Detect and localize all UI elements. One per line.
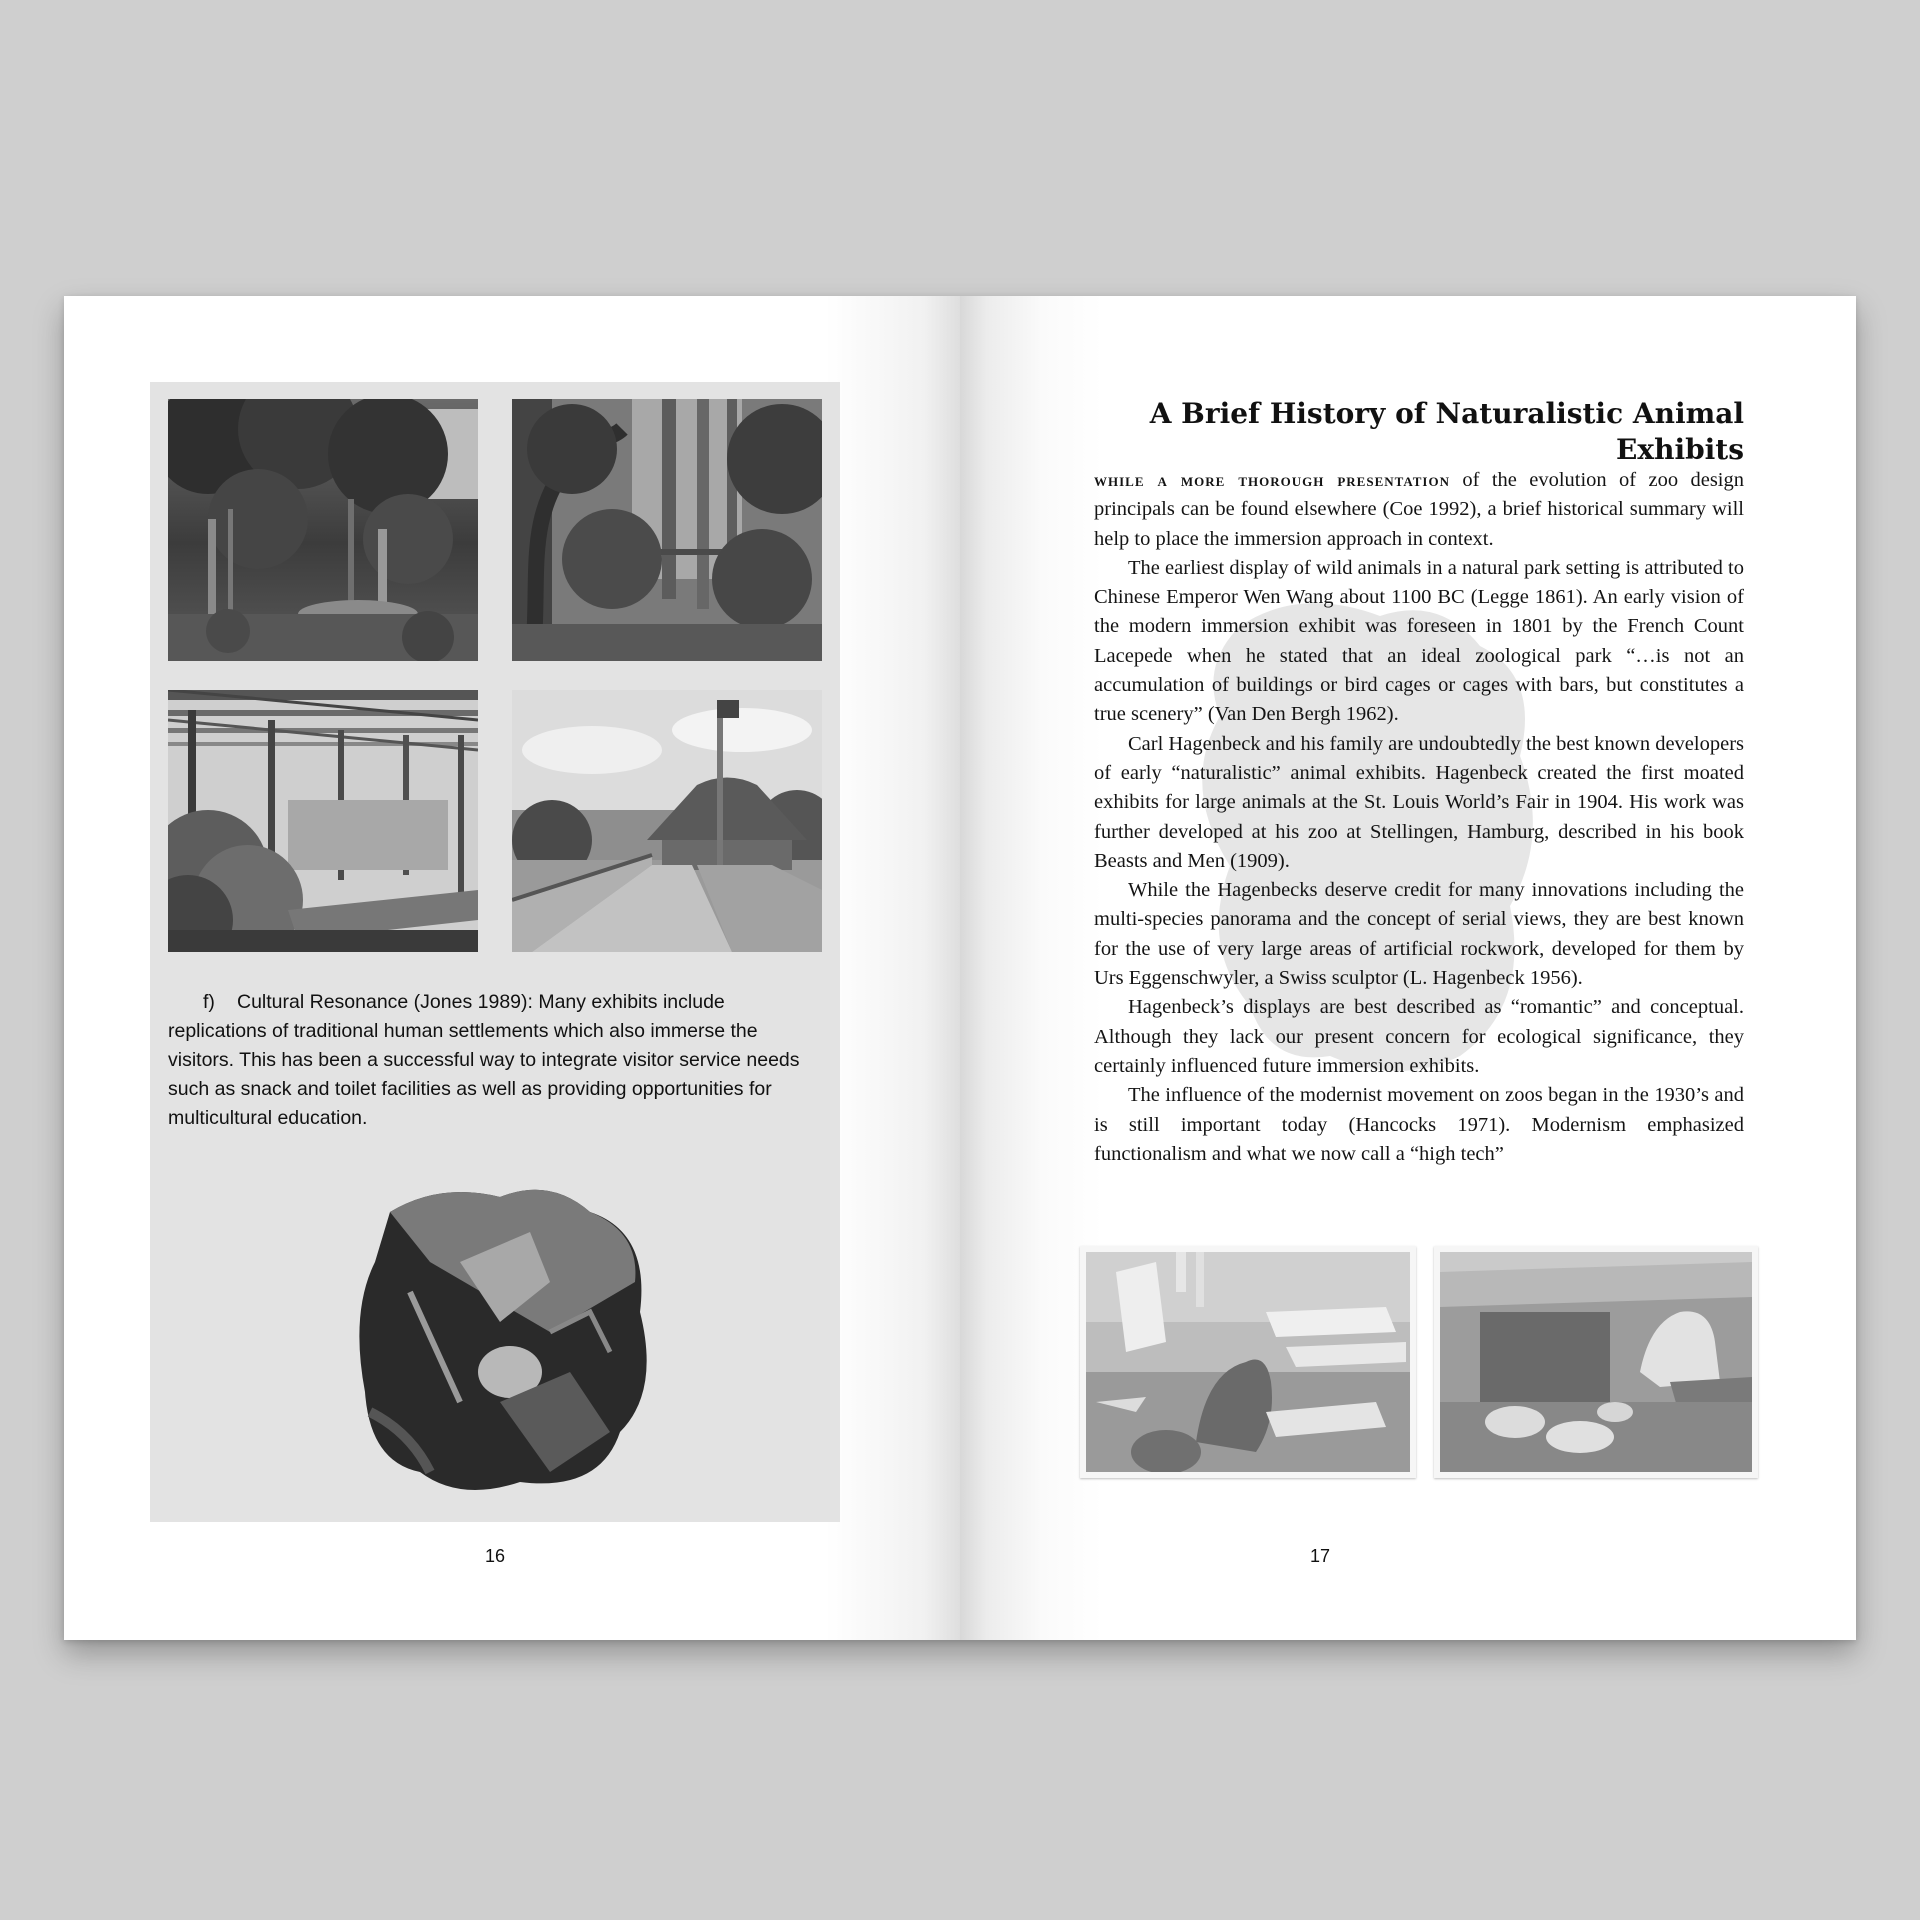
rock-fragment-image [350,1172,660,1502]
page-number: 17 [1310,1546,1331,1566]
postcard-polar-bears [1434,1246,1758,1478]
postcard-sea-lions [1080,1246,1416,1478]
image-panel [150,382,840,1522]
paragraph-4: While the Hagenbecks deserve credit for many innovations including the multi-species panorama and the concept of serial views, they are best known for the use of very large areas of artificial rockwork, developed for them by Urs Eggenschwyler, a Swiss sculptor (L. Hagenbeck 1956). [1094,879,1744,990]
photo-thatched-gazebo [512,690,822,952]
book-spread [64,296,1856,1640]
paragraph-5: Hagenbeck’s displays are best described as “romantic” and conceptual. Although they lack our present concern for ecological significance, they certainly influenced future immersion exhibits. [1094,996,1744,1077]
paragraph-6: The influence of the modernist movement on zoos began in the 1930’s and is still important today (Hancocks 1971). Modernism emphasized functionalism and what we now call a “high tech” [1094,1084,1744,1165]
photo-forest-structure [512,399,822,661]
body-text [1094,466,1744,1169]
photo-covered-walkway [168,690,478,952]
lead-in: while a more thorough presentation [1094,470,1450,491]
page-number: 16 [485,1546,506,1566]
right-page [960,296,1856,1640]
paragraph-2: The earliest display of wild animals in a natural park setting is attributed to Chinese Emperor Wen Wang about 1100 BC (Legge 1861). An early vision of the modern immersion exhibit was foreseen in 1801 by the French Count Lacepede when he stated that an ideal zoological park “…is not an accumulation of buildings or bird cages or cages with bars, but constitutes a true scenery” (Van Den Bergh 1962). [1094,556,1744,726]
paragraph-3: Carl Hagenbeck and his family are undoubtedly the best known developers of early “naturalistic” animal exhibits. Hagenbeck created the first moated exhibits for large animals at the St. Louis World’s Fair in 1904. His work was further developed at his zoo at Stellingen, Hamburg, described in his book Beasts and Men (1909). [1094,732,1744,872]
caption-text: Cultural Resonance (Jones 1989): Many exhibits include replications of traditional human settlements which also immerse the visitors. This has been a successful way to integrate visitor service needs such as snack and toilet facilities as well as providing opportunities for multicultural education. [168,991,800,1129]
figure-caption [168,988,818,1133]
caption-marker: f) [203,991,215,1013]
left-page [64,296,960,1640]
photo-forest-enclosure [168,399,478,661]
paragraph-1: while a more thorough presentation of the evolution of zoo design principals can be found elsewhere (Coe 1992), a brief historical summary will help to place the immersion approach in context. [1094,469,1744,550]
chapter-title: A Brief History of Naturalistic Animal Exhibits [1149,397,1744,466]
